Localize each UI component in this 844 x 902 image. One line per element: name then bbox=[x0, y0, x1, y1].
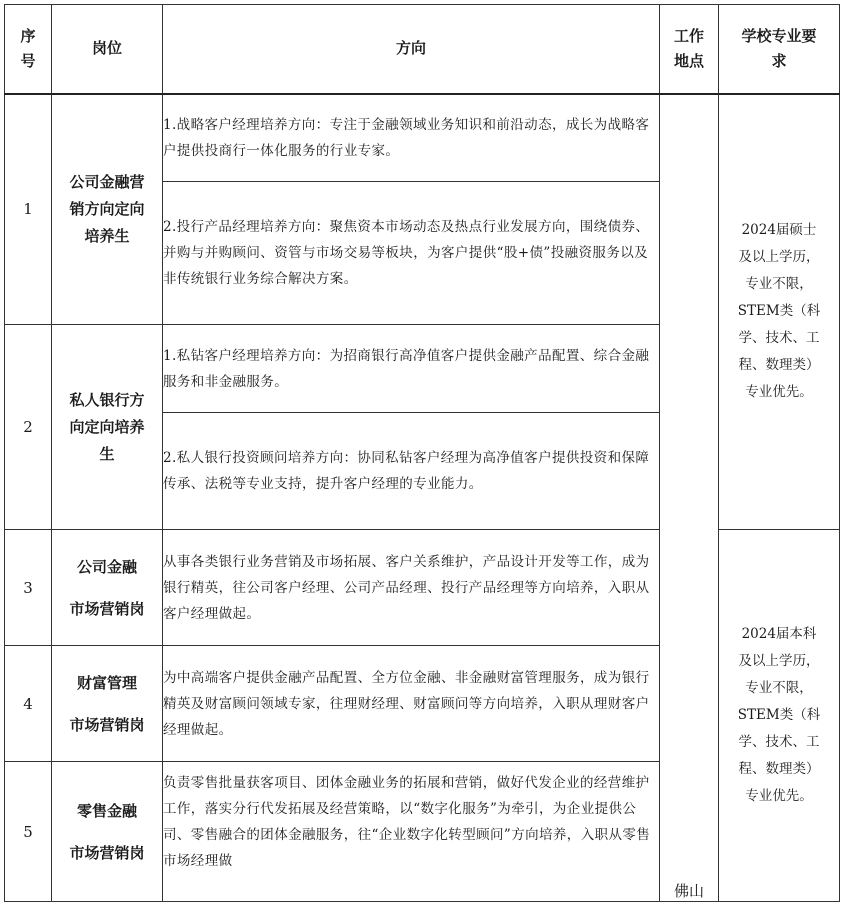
row-position: 公司金融营 销方向定向 培养生 bbox=[52, 94, 163, 325]
row-seq: 3 bbox=[5, 530, 52, 646]
row-seq: 5 bbox=[5, 762, 52, 902]
work-location: 佛山 bbox=[660, 94, 719, 902]
row-seq: 2 bbox=[5, 325, 52, 530]
requirement-undergraduate: 2024届本科 及以上学历， 专业不限， STEM类（科 学、技术、工 程、数理类） 专业优先。 bbox=[719, 530, 840, 902]
header-seq: 序 号 bbox=[5, 5, 52, 94]
row-direction: 负责零售批量获客项目、团体金融业务的拓展和营销，做好代发企业的经营维护工作，落实分行代发拓展及经营策略，以“数字化服务”为牵引，为企业提供公司、零售融合的团体金融服务，往“企业数字化转型顾问”方向培养，入职从零售市场经理做 bbox=[163, 762, 660, 902]
header-location: 工作 地点 bbox=[660, 5, 719, 94]
header-requirement: 学校专业要 求 bbox=[719, 5, 840, 94]
row-seq: 4 bbox=[5, 646, 52, 762]
row-direction: 2.投行产品经理培养方向：聚焦资本市场动态及热点行业发展方向，围绕债券、并购与并购顾问、资管与市场交易等板块，为客户提供“股+债”投融资服务以及非传统银行业务综合解决方案。 bbox=[163, 182, 660, 325]
requirement-graduate: 2024届硕士 及以上学历， 专业不限， STEM类（科 学、技术、工 程、数理类） 专业优先。 bbox=[719, 94, 840, 530]
row-position: 公司金融 市场营销岗 bbox=[52, 530, 163, 646]
row-position: 财富管理 市场营销岗 bbox=[52, 646, 163, 762]
header-direction: 方向 bbox=[163, 5, 660, 94]
row-direction: 1.战略客户经理培养方向：专注于金融领域业务知识和前沿动态，成长为战略客户提供投商行一体化服务的行业专家。 bbox=[163, 94, 660, 182]
recruitment-table bbox=[4, 4, 840, 902]
row-direction: 为中高端客户提供金融产品配置、全方位金融、非金融财富管理服务，成为银行精英及财富顾问领域专家，往理财经理、财富顾问等方向培养，入职从理财客户经理做起。 bbox=[163, 646, 660, 762]
row-position: 私人银行方 向定向培养 生 bbox=[52, 325, 163, 530]
row-direction: 从事各类银行业务营销及市场拓展、客户关系维护，产品设计开发等工作，成为银行精英，往公司客户经理、公司产品经理、投行产品经理等方向培养，入职从客户经理做起。 bbox=[163, 530, 660, 646]
row-position: 零售金融 市场营销岗 bbox=[52, 762, 163, 902]
row-direction: 2.私人银行投资顾问培养方向：协同私钻客户经理为高净值客户提供投资和保障传承、法税等专业支持，提升客户经理的专业能力。 bbox=[163, 413, 660, 530]
row-seq: 1 bbox=[5, 94, 52, 325]
row-direction: 1.私钻客户经理培养方向：为招商银行高净值客户提供金融产品配置、综合金融服务和非金融服务。 bbox=[163, 325, 660, 413]
table-header-row bbox=[5, 5, 840, 94]
table-row bbox=[5, 94, 840, 182]
header-position: 岗位 bbox=[52, 5, 163, 94]
